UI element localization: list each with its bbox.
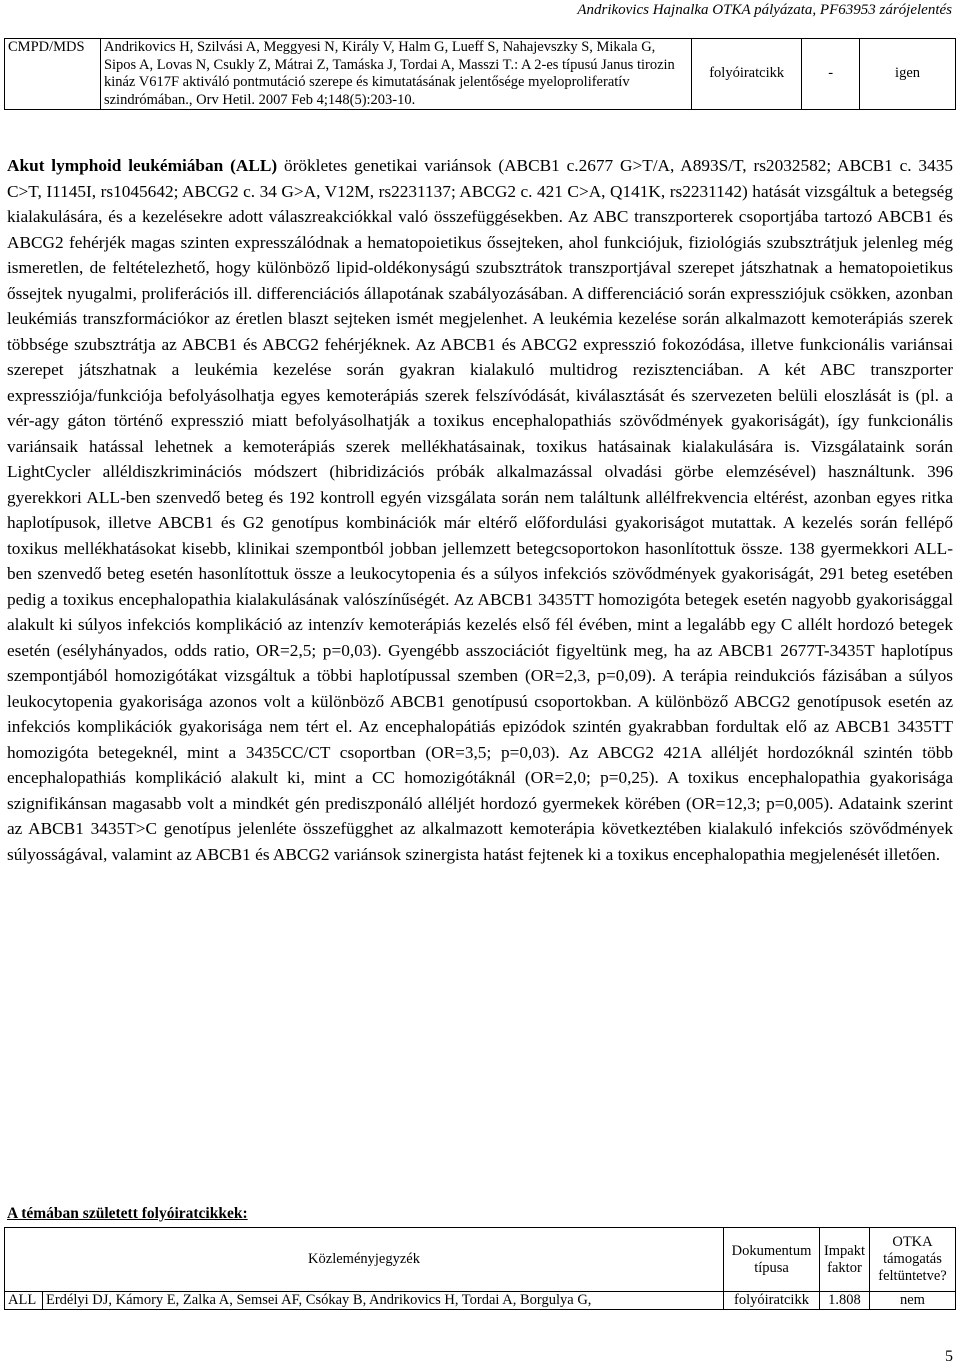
document-type-cell: folyóiratcikk xyxy=(724,1292,820,1310)
page-header: Andrikovics Hajnalka OTKA pályázata, PF63953 zárójelentés xyxy=(577,2,952,18)
page-number: 5 xyxy=(945,1348,953,1365)
header-impact-factor: Impakt faktor xyxy=(820,1228,870,1292)
table-row xyxy=(5,39,956,110)
citation-cell: Andrikovics H, Szilvási A, Meggyesi N, Király V, Halm G, Lueff S, Nahajevszky S, Mikala G, Sipos A, Lovas N, Csukly Z, Mátrai Z, Tamáska J, Tordai A, Masszi T.: A 2-es típusú Janus tirozin kináz V617F aktiváló pontmutáció szerepe és kimutatásának jelentősége myeloproliferatív szindrómában., Orv Hetil. 2007 Feb 4;148(5):203-10. xyxy=(100,39,691,110)
header-document-type: Dokumentum típusa xyxy=(724,1228,820,1292)
publications-table xyxy=(4,1227,956,1310)
table-row xyxy=(5,1292,956,1310)
category-code: ALL xyxy=(5,1292,43,1310)
header-otka-support: OTKA támogatás feltüntetve? xyxy=(869,1228,955,1292)
abstract-body: örökletes genetikai variánsok (ABCB1 c.2677 G>T/A, A893S/T, rs2032582; ABCB1 c. 3435 C>T, I1145I, rs1045642; ABCG2 c. 34 G>A, V12M, rs2231137; ABCG2 c. 421 C>A, Q141K, rs2231142) hatását vizsgáltuk a betegség kialakulására, és a kezelésekre adott válaszreakciókkal való összefüggésekben. Az ABC transzporterek csoportjába tartozó ABCB1 és ABCG2 fehérjék magas szinten expresszálódnak a hematopoietikus őssejteken, ahol funkciójuk, fiziológiás szubsztrátjuk jelenleg még ismeretlen, de feltételezhető, hogy különböző lipid-oldékonyságú szubsztrátok transzportjával szerepet játszhatnak a hematopoietikus őssejtek nyugalmi, proliferációs ill. differenciációs állapotának szabályozásában. A differenciáció során expressziójuk csökken, azonban leukémiás transzformációkor az éretlen blaszt sejteken ismét megjelenhet. A leukémia kezelése során alkalmazott kemoterápiás szerek többsége szubsztrátja az ABCB1 és ABCG2 fehérjéknek. Az ABCB1 és ABCG2 expresszió fokozódása, illetve funkcionális variánsai szerepet játszhatnak a leukémia kezelése során gyakran kialakuló multidrog rezisztenciában. A két ABC transzporter expressziója/funkciója befolyásolhatja egyes kemoterápiás szerek felszívódását, kiválasztását és szervezeten belüli eloszlását is (pl. a vér-agy gáton történő expresszió miatt befolyásolhatják a toxikus encephalopathiás szövődmények gyakoriságát), így funkcionális variánsaik hatással lehetnek a kemoterápiás szerek mellékhatásainak, toxikus hatásainak kialakulására is. Vizsgálataink során LightCycler alléldiszkriminációs módszert (hibridizációs próbák alkalmazással olvadási görbe elemzésével) használtunk. 396 gyerekkori ALL-ben szenvedő beteg és 192 kontroll egyén vizsgálata során nem találtunk allélfrekvencia eltérést, azonban egyes ritka haplotípusok, illetve ABCB1 és G2 genotípus kombinációk már eltérő előfordulási gyakoriságot mutattak. A kezelés során fellépő toxikus mellékhatásokat kisebb, klinikai szempontból jobban jellemzett betegcsoportokon hasonlítottuk össze. 138 gyermekkori ALL-ben szenvedő beteg esetén hasonlítottuk össze a leukocytopenia és a súlyos infekciós szövődmények gyakoriságát, 291 beteg esetében pedig a toxikus encephalopathia kialakulásának valószínűségét. Az ABCB1 3435TT homozigóta betegek esetén nagyobb gyakorisággal alakult ki súlyos infekciós komplikáció az intenzív kemoterápiás kezelés első fél évében, mint a legalább egy C allélt hordozó betegek esetén (esélyhányados, odds ratio, OR=2,5; p=0,03). Gyengébb asszociációt figyeltünk meg, ha az ABCB1 2677T-3435T haplotípus szempontjából homozigótákat vizsgáltuk a többi haplotípussal szemben (OR=2,3, p=0,09). A terápia reindukciós fázisában a súlyos leukocytopenia gyakorisága azonos volt a különböző ABCB1 genotípusú csoportokban. A különböző ABCG2 genotípusok esetén az infekciós komplikációk gyakorisága nem tért el. Az encephalopátiás epizódok szintén gyakrabban fordultak elő az ABCB1 3435TT homozigóta betegeknél, mint a 3435CC/CT csoportban (OR=3,5; p=0,03). Az ABCG2 421A alléljét hordozóknál szintén több encephalopathiás komplikáció alakult ki, mint a CC homozigótáknál (OR=2,0; p=0,25). A toxikus encephalopathia gyakorisága szignifikánsan magasabb volt a mindkét gén prediszponáló alléljét hordozó gyermekek körében (OR=12,3; p=0,005). Adataink szerint az ABCB1 3435T>C genotípus jelenléte összefügghet az alkalmazott kemoterápia következtében kialakuló infekciós szövődmények súlyosságával, valamint az ABCB1 és ABCG2 variánsok szinergista hatást fejtenek ki a toxikus encephalopathia megjelenését illetően. xyxy=(7,156,953,864)
citation-cell: Erdélyi DJ, Kámory E, Zalka A, Semsei AF, Csókay B, Andrikovics H, Tordai A, Borgulya G, xyxy=(42,1292,723,1310)
impact-factor-cell: 1.808 xyxy=(820,1292,870,1310)
document-type-cell: folyóiratcikk xyxy=(692,39,802,110)
section-title: A témában született folyóiratcikkek: xyxy=(7,1205,248,1222)
table-header-row xyxy=(5,1228,956,1292)
impact-factor-cell: - xyxy=(802,39,860,110)
otka-support-cell: nem xyxy=(869,1292,955,1310)
header-publication-list: Közleményjegyzék xyxy=(5,1228,724,1292)
category-code: CMPD/MDS xyxy=(5,39,101,110)
otka-support-cell: igen xyxy=(860,39,956,110)
abstract-bold-lead: Akut lymphoid leukémiában (ALL) xyxy=(7,156,278,175)
previous-publication-row xyxy=(4,38,956,110)
abstract-paragraph xyxy=(7,153,953,867)
